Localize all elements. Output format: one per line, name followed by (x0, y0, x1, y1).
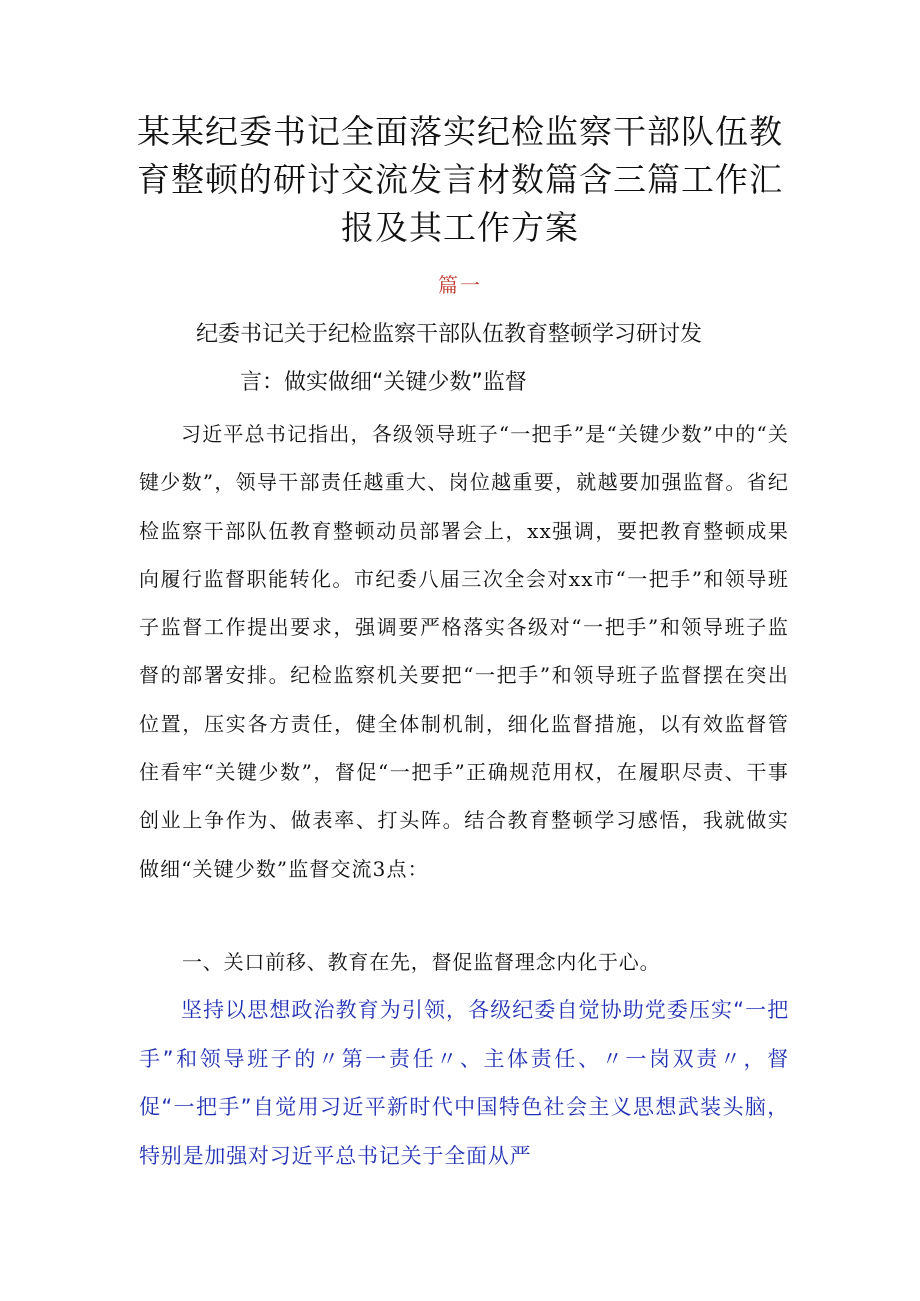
subtitle-line-1: 纪委书记关于纪检监察干部队伍教育整顿学习研讨发 (196, 322, 703, 347)
body-paragraph-1: 习近平总书记指出，各级领导班子“一把手”是“关键少数”中的“关键少数”，领导干部责任越重大、岗位越重要，就越要加强监督。省纪检监察干部队伍教育整顿动员部署会上，xx强调，要把教育整顿成果向履行监督职能转化。市纪委八届三次全会对xx市“一把手”和领导班子监督工作提出要求，强调要严格落实各级对“一把手”和领导班子监督的部署安排。纪检监察机关要把“一把手”和领导班子监督摆在突出位置，压实各方责任，健全体制机制，细化监督措施，以有效监督管住看牢“关键少数”，督促“一把手”正确规范用权，在履职尽责、干事创业上争作为、做表率、打头阵。结合教育整顿学习感悟，我就做实做细“关键少数”监督交流3点： (139, 422, 789, 881)
part-label: 篇一 (438, 273, 482, 297)
subtitle-line-2: 言：做实做细“关键少数”监督 (240, 370, 527, 395)
body-paragraph-2: 坚持以思想政治教育为引领，各级纪委自觉协助党委压实“一把手”和领导班子的〃第一责任〃、主体责任、〃一岗双责〃，督促“一把手”自觉用习近平新时代中国特色社会主义思想武装头脑，特别是加强对习近平总书记关于全面从严 (139, 998, 789, 1168)
section-heading-1: 一、关口前移、教育在先，督促监督理念内化于心。 (182, 950, 661, 974)
document-title: 某某纪委书记全面落实纪检监察干部队伍教育整顿的研讨交流发言材数篇含三篇工作汇报及其工作方案 (137, 112, 783, 247)
